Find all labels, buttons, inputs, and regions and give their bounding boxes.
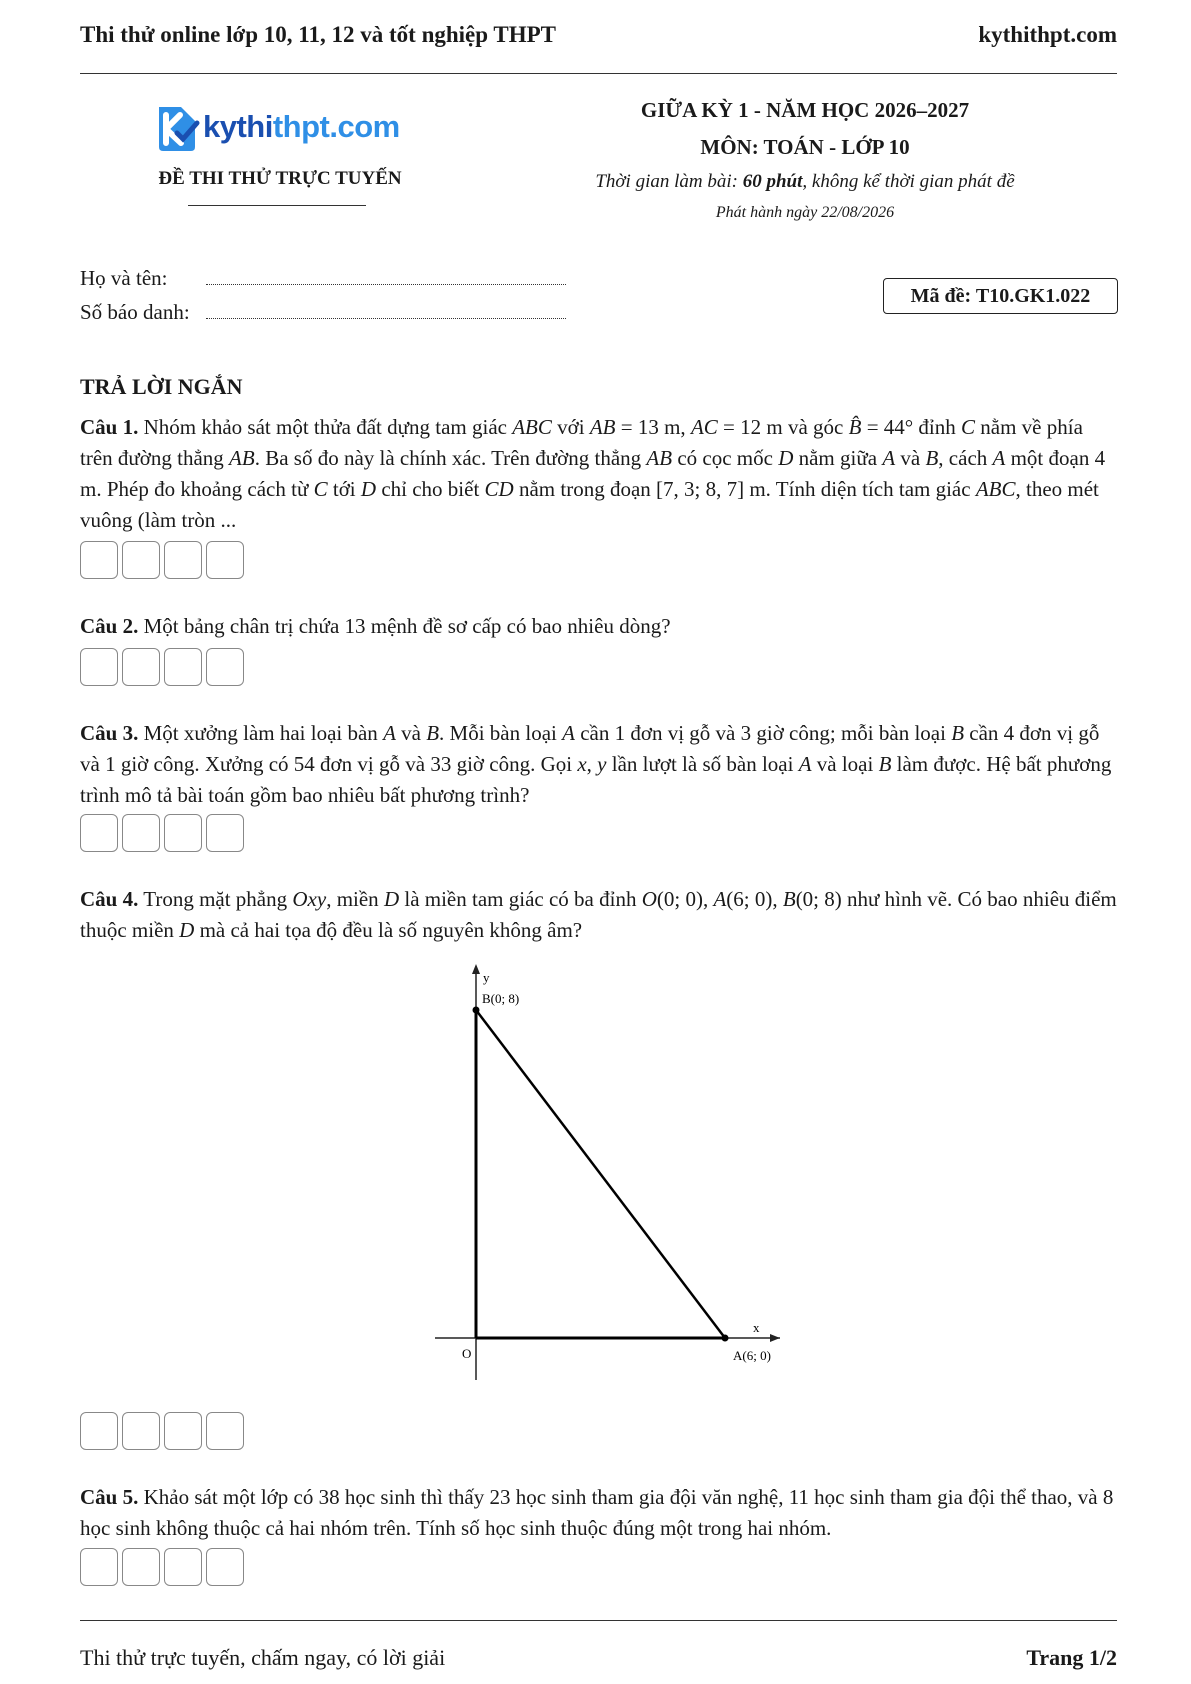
logo-text-dark: kythi [203, 109, 273, 144]
question-text: = 44° đỉnh [861, 415, 962, 439]
question-text: . Ba số đo này là chính xác. Trên đường thẳng [254, 446, 647, 470]
name-row [80, 266, 566, 291]
answer-box[interactable] [80, 1412, 118, 1450]
question-text: lần lượt là số bàn loại [606, 752, 799, 776]
question-text: , theo mét vuông (làm tròn ... [80, 477, 1099, 532]
question-text: là miền tam giác có ba đỉnh [399, 887, 642, 911]
math-term: D [383, 887, 400, 911]
point-a-label: A(6; 0) [733, 1348, 771, 1363]
answer-box[interactable] [206, 541, 244, 579]
header-divider [80, 73, 1117, 74]
answer-box[interactable] [80, 1548, 118, 1586]
answer-box[interactable] [164, 814, 202, 852]
question-text: với [551, 415, 590, 439]
math-term: C [313, 477, 328, 501]
exam-subject: MÔN: TOÁN - LỚP 10 [700, 135, 910, 159]
issue-date: Phát hành ngày 22/08/2026 [715, 204, 895, 221]
question-2 [80, 611, 1120, 642]
answer-box[interactable] [80, 541, 118, 579]
math-term: D [360, 477, 377, 501]
question-text: làm được. Hệ bất phương trình mô tả bài toán gồm bao nhiêu bất phương trình? [80, 752, 1112, 807]
math-term: ABC [512, 415, 552, 439]
question-text: (0; 0), [656, 887, 714, 911]
site-tagline: Thi thử online lớp 10, 11, 12 và tốt nghiệp THPT [80, 22, 556, 47]
point-b-label: B(0; 8) [482, 991, 520, 1006]
math-term: B [878, 752, 892, 776]
site-domain[interactable]: kythithpt.com [978, 22, 1117, 47]
math-term: AB [229, 446, 255, 470]
question-text: Khảo sát một lớp có 38 học sinh thì thấy 23 học sinh tham gia đội văn nghệ, 11 học sinh tham gia đội thể thao, và 8 học sinh không thuộc cả hai nhóm trên. Tính số học sinh thuộc đúng một trong hai nhóm. [80, 1485, 1114, 1540]
y-axis-label: y [483, 970, 490, 985]
math-term: D [179, 918, 195, 942]
question-label: Câu 1. [80, 415, 139, 439]
question-text: , cách [938, 446, 993, 470]
math-term: Oxy [292, 887, 327, 911]
math-term: B [925, 446, 939, 470]
math-term: A [798, 752, 812, 776]
question-text: (0; 8) như hình vẽ. Có bao nhiêu điểm thuộc miền [80, 887, 1117, 942]
answer-box[interactable] [164, 541, 202, 579]
page-number: Trang 1/2 [1026, 1645, 1117, 1670]
exam-duration: Thời gian làm bài: 60 phút, không kể thời gian phát đề [595, 171, 1015, 192]
section-title: TRẢ LỜI NGẮN [80, 374, 243, 399]
question-text: cần 4 đơn vị gỗ và 1 giờ công. Xưởng có 54 đơn vị gỗ và 33 giờ công. Gọi [80, 721, 1100, 776]
math-term: O [641, 887, 657, 911]
question-text: = 12 m và góc [717, 415, 849, 439]
name-label: Họ và tên: [80, 266, 168, 290]
math-term: CD [484, 477, 514, 501]
logo-icon [153, 103, 201, 155]
answer-box[interactable] [164, 1548, 202, 1586]
math-term: y [597, 752, 607, 776]
math-term: B̂ [848, 415, 862, 439]
math-term: A [383, 721, 396, 745]
question-text: Một xưởng làm hai loại bàn [138, 721, 384, 745]
id-row [80, 300, 566, 325]
duration-value: 60 phút [742, 171, 803, 192]
answer-box[interactable] [206, 1412, 244, 1450]
question-text: , miền [326, 887, 384, 911]
exam-type-label: ĐỀ THI THỬ TRỰC TUYẾN [158, 168, 402, 189]
id-field[interactable] [206, 304, 566, 319]
answer-box[interactable] [206, 814, 244, 852]
question-text: nằm trong đoạn [7, 3; 8, 7] m. Tính diện tích tam giác [513, 477, 976, 501]
answer-box[interactable] [206, 648, 244, 686]
x-axis-label: x [753, 1320, 760, 1335]
question-label: Câu 4. [80, 887, 139, 911]
question-text: Trong mặt phẳng [138, 887, 293, 911]
question-text: = 13 m, [615, 415, 691, 439]
answer-box[interactable] [122, 814, 160, 852]
question-text: Nhóm khảo sát một thửa đất dựng tam giác [138, 415, 513, 439]
logo [153, 101, 403, 157]
math-term: A [713, 887, 727, 911]
math-term: B [951, 721, 965, 745]
question-label: Câu 3. [80, 721, 139, 745]
answer-box[interactable] [80, 648, 118, 686]
math-term: ABC [975, 477, 1016, 501]
answer-boxes-4 [80, 1412, 244, 1450]
point-a-dot [722, 1335, 729, 1342]
subtitle-underline [188, 205, 366, 206]
question-text: có cọc mốc [672, 446, 779, 470]
question-5 [80, 1482, 1120, 1544]
footer-divider [80, 1620, 1117, 1621]
math-term: AB [646, 446, 673, 470]
answer-boxes-1 [80, 541, 244, 579]
question-text: Một bảng chân trị chứa 13 mệnh đề sơ cấp có bao nhiêu dòng? [138, 614, 671, 638]
id-label: Số báo danh: [80, 300, 190, 324]
question-text: mà cả hai tọa độ đều là số nguyên không âm? [194, 918, 583, 942]
origin-label: O [462, 1346, 472, 1361]
answer-box[interactable] [122, 1412, 160, 1450]
question-text: một đoạn 4 m. Phép đo khoảng cách từ [80, 446, 1106, 501]
math-term: A [992, 446, 1006, 470]
answer-box[interactable] [206, 1548, 244, 1586]
answer-boxes-2 [80, 648, 244, 686]
answer-box[interactable] [122, 648, 160, 686]
question-text: và loại [811, 752, 879, 776]
question-text: (6; 0), [726, 887, 783, 911]
answer-box[interactable] [164, 648, 202, 686]
question-text: nằm về phía trên đường thẳng [80, 415, 1083, 470]
math-term: B [782, 887, 796, 911]
exam-title: GIỮA KỲ 1 - NĂM HỌC 2026–2027 [640, 98, 970, 122]
name-field[interactable] [206, 270, 566, 285]
question-3 [80, 718, 1120, 811]
question-4 [80, 884, 1120, 946]
question-text: nằm giữa [793, 446, 883, 470]
math-term: C [961, 415, 976, 439]
question-label: Câu 5. [80, 1485, 139, 1509]
logo-text-light: thpt.com [272, 109, 400, 144]
x-arrow [770, 1334, 780, 1342]
question-text: tới [327, 477, 361, 501]
question-text: chỉ cho biết [376, 477, 485, 501]
math-term: AB [589, 415, 616, 439]
question-text: và [895, 446, 926, 470]
question-label: Câu 2. [80, 614, 139, 638]
question-text: và [395, 721, 427, 745]
math-term: AC [690, 415, 718, 439]
math-term: A [882, 446, 896, 470]
math-term: B [426, 721, 440, 745]
math-term: x [577, 752, 587, 776]
answer-box[interactable] [122, 541, 160, 579]
question-text: , [586, 752, 598, 776]
answer-box[interactable] [164, 1412, 202, 1450]
footer-tagline: Thi thử trực tuyến, chấm ngay, có lời giải [80, 1645, 446, 1670]
question-1 [80, 412, 1120, 536]
math-term: D [778, 446, 794, 470]
answer-boxes-5 [80, 1548, 244, 1586]
y-arrow [472, 964, 480, 974]
question-text: cần 1 đơn vị gỗ và 3 giờ công; mỗi bàn loại [574, 721, 952, 745]
answer-boxes-3 [80, 814, 244, 852]
answer-box[interactable] [80, 814, 118, 852]
math-term: A [562, 721, 575, 745]
answer-box[interactable] [122, 1548, 160, 1586]
triangle-figure [420, 960, 780, 1380]
question-text: . Mỗi bàn loại [439, 721, 563, 745]
point-b-dot [473, 1007, 480, 1014]
exam-code-box: Mã đề: T10.GK1.022 [883, 278, 1118, 314]
side-ab [476, 1010, 725, 1338]
